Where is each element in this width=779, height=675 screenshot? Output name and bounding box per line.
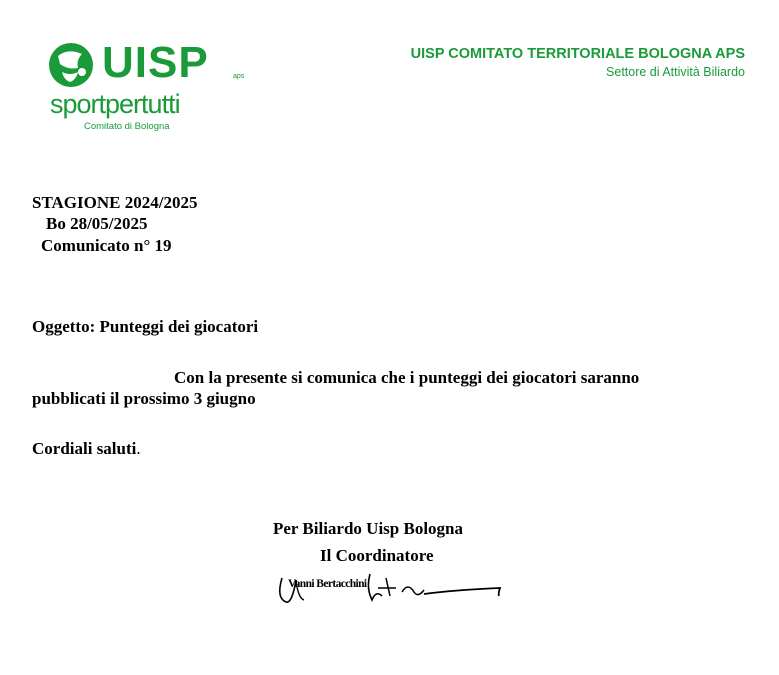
signature-line-2: Il Coordinatore: [320, 546, 434, 565]
signature-name: Vanni Bertacchini: [288, 578, 367, 590]
org-header: [411, 45, 745, 81]
logo-comitato: Comitato di Bologna: [84, 121, 170, 132]
communique-number: Comunicato n° 19: [41, 236, 172, 255]
greeting: [32, 438, 141, 459]
subject-line: Oggetto: Punteggi dei giocatori: [32, 317, 259, 336]
logo-brand: UISP: [102, 38, 209, 87]
soccer-ball-icon: [48, 42, 94, 88]
season-label: STAGIONE 2024/2025: [32, 193, 198, 212]
logo-tagline: sportpertutti: [50, 89, 180, 119]
org-name: UISP COMITATO TERRITORIALE BOLOGNA APS: [410, 46, 745, 62]
signature-scribble: [274, 570, 504, 610]
paragraph-line-2: pubblicati il prossimo 3 giugno: [32, 389, 256, 408]
handwritten-signature: [274, 570, 504, 610]
greeting-text: Cordiali saluti: [32, 439, 137, 458]
signature-line-1: Per Biliardo Uisp Bologna: [273, 519, 464, 538]
date-label: Bo 28/05/2025: [46, 214, 148, 233]
greeting-period: .: [136, 439, 141, 458]
uisp-logo: [46, 38, 245, 138]
logo-aps: aps: [233, 73, 245, 80]
paragraph-line-1: Con la presente si comunica che i punteggi dei giocatori saranno: [174, 368, 640, 387]
org-sector: Settore di Attività Biliardo: [606, 65, 745, 79]
